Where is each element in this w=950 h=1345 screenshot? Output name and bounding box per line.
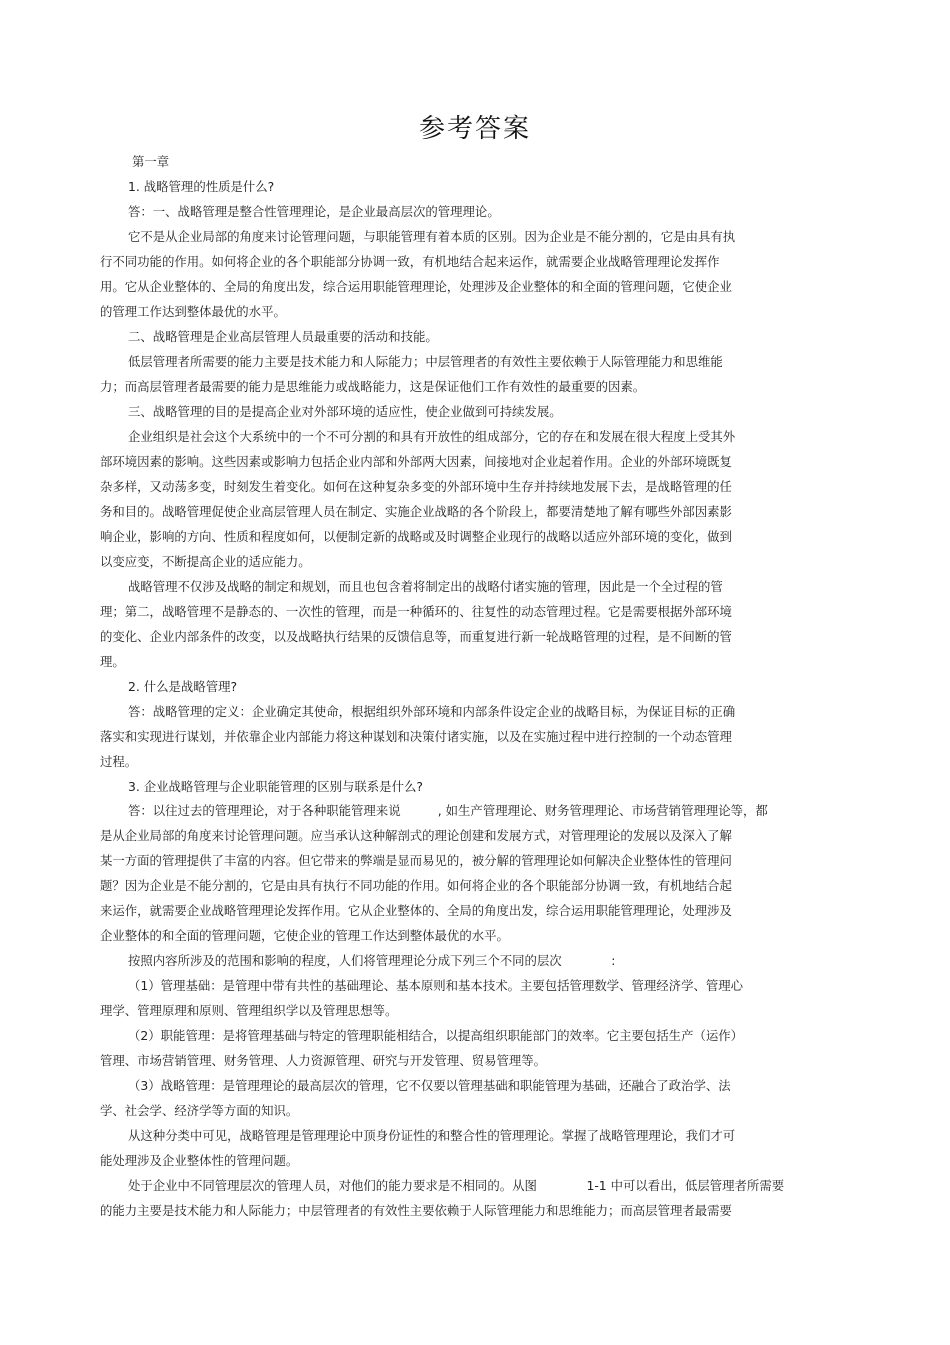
text-line: 务和目的。战略管理促使企业高层管理人员在制定、实施企业战略的各个阶段上，都要清楚地了解有哪些外部因素影 bbox=[100, 504, 732, 519]
text-line: （3）战略管理：是管理理论的最高层次的管理，它不仅要以管理基础和职能管理为基础，还融合了政治学、法 bbox=[128, 1078, 731, 1093]
text-line: 过程。 bbox=[100, 754, 138, 769]
question-heading: 2. 什么是战略管理? bbox=[128, 679, 238, 694]
text-line: 理；第二，战略管理不是静态的、一次性的管理，而是一种循环的、往复性的动态管理过程。它是需要根据外部环境 bbox=[100, 604, 732, 619]
text-line: 行不同功能的作用。如何将企业的各个职能部分协调一致，有机地结合起来运作，就需要企业战略管理理论发挥作 bbox=[100, 254, 720, 269]
text-line: 理学、管理原理和原则、管理组织学以及管理思想等。 bbox=[100, 1003, 398, 1018]
text-line: 响企业，影响的方向、性质和程度如何，以便制定新的战略或及时调整企业现行的战略以适应外部环境的变化，做到 bbox=[100, 529, 732, 544]
text-line: 以变应变，不断提高企业的适应能力。 bbox=[100, 554, 311, 569]
text-line: 从这种分类中可见，战略管理是管理理论中顶身份证性的和整合性的管理理论。掌握了战略管理理论，我们才可 bbox=[128, 1128, 736, 1143]
text-line: 能处理涉及企业整体性的管理问题。 bbox=[100, 1153, 299, 1168]
text-line: 来运作，就需要企业战略管理理论发挥作用。它从企业整体的、全局的角度出发，综合运用职能管理理论，处理涉及 bbox=[100, 903, 732, 918]
text-line: 是从企业局部的角度来讨论管理问题。应当承认这种解剖式的理论创建和发展方式，对管理理论的发展以及深入了解 bbox=[100, 828, 732, 843]
text-line: 二、战略管理是企业高层管理人员最重要的活动和技能。 bbox=[128, 329, 438, 344]
text-line: 它不是从企业局部的角度来讨论管理问题，与职能管理有着本质的区别。因为企业是不能分割的，它是由具有执 bbox=[128, 229, 736, 244]
text-line: 管理、市场营销管理、财务管理、人力资源管理、研究与开发管理、贸易管理等。 bbox=[100, 1053, 547, 1068]
text-line: 三、战略管理的目的是提高企业对外部环境的适应性，使企业做到可持续发展。 bbox=[128, 404, 562, 419]
text-line: 的变化、企业内部条件的改变，以及战略执行结果的反馈信息等，而重复进行新一轮战略管理的过程，是不间断的管 bbox=[100, 629, 732, 644]
text-line: 的管理工作达到整体最优的水平。 bbox=[100, 304, 286, 319]
text-line: 处于企业中不同管理层次的管理人员，对他们的能力要求是不相同的。从图 1-1 中可以看出，低层管理者所需要 bbox=[128, 1178, 785, 1193]
text-line: 答：以往过去的管理理论，对于各种职能管理来说 , 如生产管理理论、财务管理理论、市场营销管理理论等，都 bbox=[128, 803, 768, 818]
text-line: 某一方面的管理提供了丰富的内容。但它带来的弊端是显而易见的，被分解的管理理论如何解决企业整体性的管理问 bbox=[100, 853, 732, 868]
text-line: 落实和实现进行谋划，并依靠企业内部能力将这种谋划和决策付诸实施，以及在实施过程中进行控制的一个动态管理 bbox=[100, 729, 732, 744]
text-line: 的能力主要是技术能力和人际能力；中层管理者的有效性主要依赖于人际管理能力和思维能力；而高层管理者最需要 bbox=[100, 1203, 732, 1218]
chapter-heading: 第一章 bbox=[132, 154, 170, 169]
question-heading: 1. 战略管理的性质是什么? bbox=[128, 179, 275, 194]
text-line: 力；而高层管理者最需要的能力是思维能力或战略能力，这是保证他们工作有效性的最重要的因素。 bbox=[100, 379, 646, 394]
text-line: 杂多样，又动荡多变，时刻发生着变化。如何在这种复杂多变的外部环境中生存并持续地发展下去，是战略管理的任 bbox=[100, 479, 732, 494]
text-line: 理。 bbox=[100, 654, 125, 669]
text-line: 企业组织是社会这个大系统中的一个不可分割的和具有开放性的组成部分，它的存在和发展在很大程度上受其外 bbox=[128, 429, 736, 444]
text-line: 部环境因素的影响。这些因素或影响力包括企业内部和外部两大因素，间接地对企业起着作用。企业的外部环境既复 bbox=[100, 454, 732, 469]
text-line: 按照内容所涉及的范围和影响的程度，人们将管理理论分成下列三个不同的层次 : bbox=[128, 953, 616, 968]
text-line: 战略管理不仅涉及战略的制定和规划，而且也包含着将制定出的战略付诸实施的管理，因此是一个全过程的管 bbox=[128, 579, 723, 594]
text-line: 答：战略管理的定义：企业确定其使命，根据组织外部环境和内部条件设定企业的战略目标，为保证目标的正确 bbox=[128, 704, 736, 719]
text-line: 学、社会学、经济学等方面的知识。 bbox=[100, 1103, 299, 1118]
text-line: 题？因为企业是不能分割的，它是由具有执行不同功能的作用。如何将企业的各个职能部分协调一致，有机地结合起 bbox=[100, 878, 732, 893]
question-heading: 3. 企业战略管理与企业职能管理的区别与联系是什么? bbox=[128, 779, 423, 794]
text-line: 答：一、战略管理是整合性管理理论，是企业最高层次的管理理论。 bbox=[128, 204, 500, 219]
text-line: 用。它从企业整体的、全局的角度出发，综合运用职能管理理论，处理涉及企业整体的和全面的管理问题，它使企业 bbox=[100, 279, 732, 294]
text-line: 企业整体的和全面的管理问题，它使企业的管理工作达到整体最优的水平。 bbox=[100, 928, 509, 943]
text-line: （1）管理基础：是管理中带有共性的基础理论、基本原则和基本技术。主要包括管理数学、管理经济学、管理心 bbox=[128, 978, 744, 993]
text-line: 低层管理者所需要的能力主要是技术能力和人际能力；中层管理者的有效性主要依赖于人际管理能力和思维能 bbox=[128, 354, 723, 369]
text-line: （2）职能管理：是将管理基础与特定的管理职能相结合，以提高组织职能部门的效率。它主要包括生产（运作） bbox=[128, 1028, 744, 1043]
page-title: 参考答案 bbox=[418, 114, 531, 144]
